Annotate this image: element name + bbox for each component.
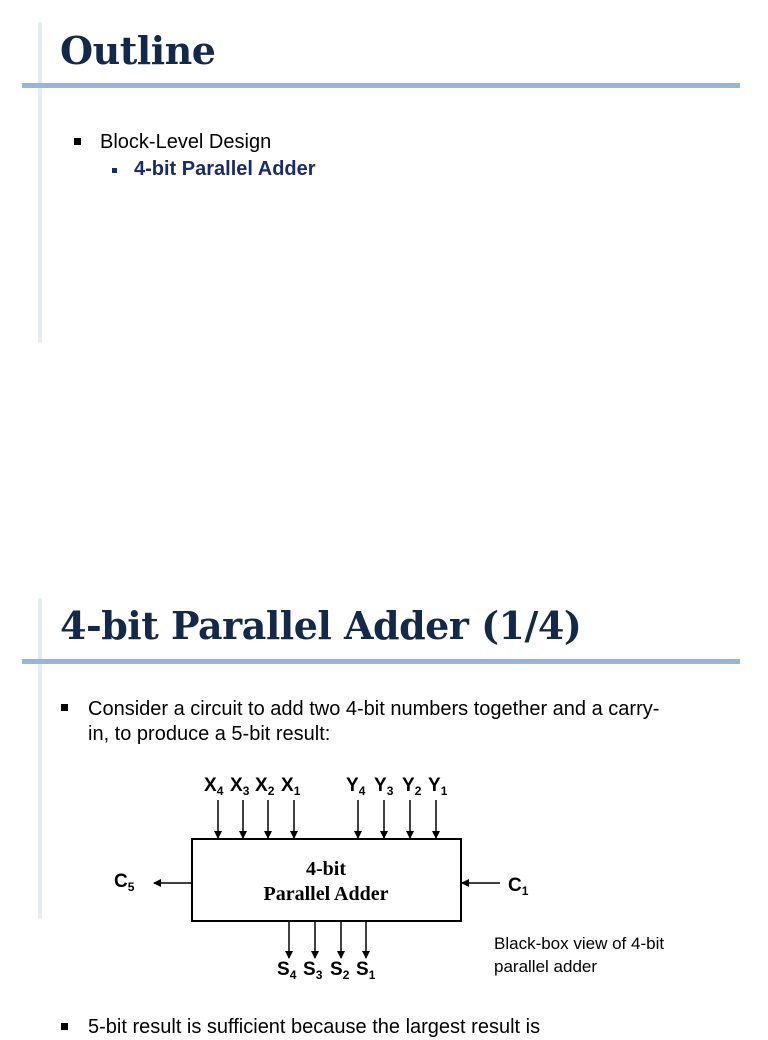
- s4-label: $S_4$: [277, 959, 297, 982]
- bullet-marker: [61, 1023, 68, 1030]
- y-input-group: [346, 775, 448, 838]
- s3-label: $S_3$: [303, 959, 323, 982]
- s1-label: $S_1$: [356, 959, 376, 982]
- x1-label: $X_1$: [281, 775, 301, 798]
- y1-label: $Y_1$: [428, 775, 448, 798]
- slide1-sub-bullet-text: 4-bit Parallel Adder: [134, 158, 316, 180]
- slide1-title: Outline: [60, 28, 216, 73]
- diagram-caption: [494, 932, 734, 978]
- adder-box-label-line2: Parallel Adder: [263, 883, 389, 905]
- x2-label: $X_2$: [255, 775, 275, 798]
- adder-box-label-line1: 4-bit: [306, 858, 346, 880]
- y4-label: $Y_4$: [346, 775, 366, 798]
- s2-label: $S_2$: [330, 959, 350, 982]
- x4-label: $X_4$: [204, 775, 224, 798]
- caption-line2: parallel adder: [494, 957, 598, 976]
- x3-label: $X_3$: [230, 775, 250, 798]
- slide2-bullet-line1: Consider a circuit to add two 4-bit numbers together and a carry-: [88, 698, 660, 720]
- c1-label: $C_1$: [508, 875, 529, 898]
- adder-box: [192, 839, 461, 921]
- slide1-bullet-text: Block-Level Design: [100, 131, 272, 153]
- y3-label: $Y_3$: [374, 775, 394, 798]
- slide2-bullet2-partial: 5-bit result is sufficient because the largest result is: [88, 1016, 541, 1038]
- sum-output-group: [277, 922, 376, 982]
- y2-label: $Y_2$: [402, 775, 422, 798]
- slide2-title: 4-bit Parallel Adder (1/4): [60, 603, 582, 648]
- slide2-bullet-line2: in, to produce a 5-bit result:: [88, 723, 331, 745]
- caption-line1: Black-box view of 4-bit: [494, 934, 665, 953]
- x-input-group: [204, 775, 301, 838]
- c5-label: $C_5$: [114, 871, 135, 894]
